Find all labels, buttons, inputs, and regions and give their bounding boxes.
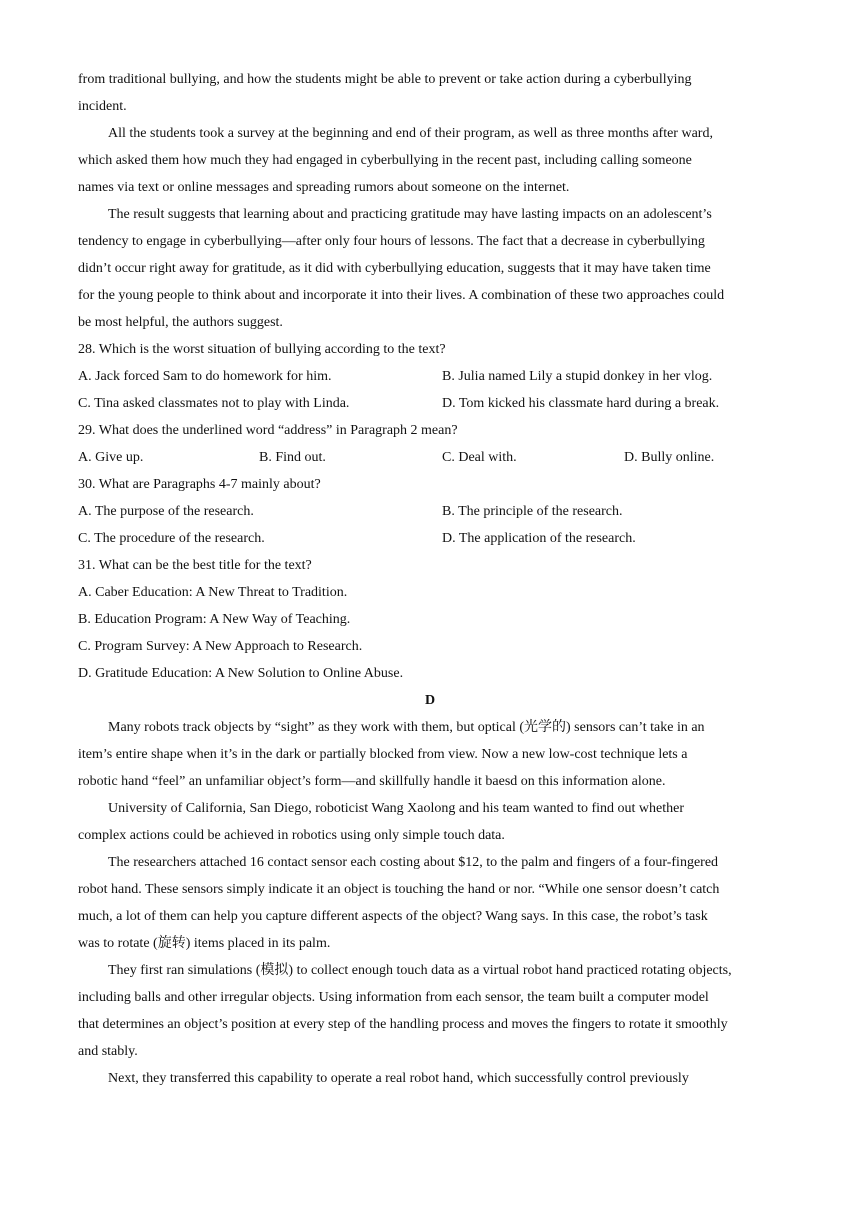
paragraph-line: All the students took a survey at the beginning and end of their program, as well as three months after ward, — [108, 126, 713, 141]
paragraph-line: from traditional bullying, and how the students might be able to prevent or take action during a cyberbullying — [78, 72, 692, 87]
paragraph-line: for the young people to think about and incorporate it into their lives. A combination of these two approaches could — [78, 288, 725, 303]
question-31-option-d: D. Gratitude Education: A New Solution to Online Abuse. — [78, 666, 404, 681]
paragraph-line: much, a lot of them can help you capture different aspects of the object? Wang says. In this case, the robot’s task — [78, 909, 708, 924]
paragraph-line: didn’t occur right away for gratitude, as it did with cyberbullying education, suggests that it may have taken time — [78, 261, 711, 276]
paragraph-line: Next, they transferred this capability to operate a real robot hand, which successfully control previously — [108, 1071, 689, 1086]
question-31-option-a: A. Caber Education: A New Threat to Tradition. — [78, 585, 348, 600]
question-31-stem: 31. What can be the best title for the text? — [78, 558, 312, 573]
paragraph-line: They first ran simulations (模拟) to collect enough touch data as a virtual robot hand practiced rotating objects, — [108, 963, 732, 978]
question-29-option-c: C. Deal with. — [442, 450, 517, 465]
paragraph-line: complex actions could be achieved in robotics using only simple touch data. — [78, 828, 505, 843]
paragraph-line: Many robots track objects by “sight” as they work with them, but optical (光学的) sensors can’t take in an — [108, 720, 705, 735]
paragraph-line: be most helpful, the authors suggest. — [78, 315, 283, 330]
question-30-option-b: B. The principle of the research. — [442, 504, 623, 519]
paragraph-line: which asked them how much they had engaged in cyberbullying in the recent past, including calling someone — [78, 153, 692, 168]
paragraph-line: names via text or online messages and spreading rumors about someone on the internet. — [78, 180, 570, 195]
question-30-option-a: A. The purpose of the research. — [78, 504, 254, 519]
question-28-option-a: A. Jack forced Sam to do homework for him. — [78, 369, 332, 384]
question-28-option-d: D. Tom kicked his classmate hard during a break. — [442, 396, 720, 411]
question-28-option-b: B. Julia named Lily a stupid donkey in her vlog. — [442, 369, 713, 384]
question-29-option-b: B. Find out. — [259, 450, 326, 465]
paragraph-line: was to rotate (旋转) items placed in its palm. — [78, 936, 331, 951]
question-29-stem: 29. What does the underlined word “address” in Paragraph 2 mean? — [78, 423, 458, 438]
question-29-option-d: D. Bully online. — [624, 450, 715, 465]
question-28-option-c: C. Tina asked classmates not to play with Linda. — [78, 396, 350, 411]
paragraph-line: The researchers attached 16 contact sensor each costing about $12, to the palm and fingers of a four-fingered — [108, 855, 719, 870]
paragraph-line: and stably. — [78, 1044, 138, 1059]
paragraph-line: including balls and other irregular objects. Using information from each sensor, the team built a computer model — [78, 990, 709, 1005]
section-heading: D — [424, 693, 436, 708]
paragraph-line: robotic hand “feel” an unfamiliar object’s form—and skillfully handle it baesd on this information alone. — [78, 774, 666, 789]
paragraph-line: incident. — [78, 99, 127, 114]
question-29-option-a: A. Give up. — [78, 450, 144, 465]
paragraph-line: University of California, San Diego, roboticist Wang Xaolong and his team wanted to find out whether — [108, 801, 684, 816]
paragraph-line: that determines an object’s position at every step of the handling process and moves the fingers to rotate it smoothly — [78, 1017, 728, 1032]
paragraph-line: item’s entire shape when it’s in the dark or partially blocked from view. Now a new low-cost technique lets a — [78, 747, 688, 762]
question-30-option-d: D. The application of the research. — [442, 531, 636, 546]
question-31-option-b: B. Education Program: A New Way of Teaching. — [78, 612, 351, 627]
question-28-stem: 28. Which is the worst situation of bullying according to the text? — [78, 342, 446, 357]
paragraph-line: robot hand. These sensors simply indicate it an object is touching the hand or nor. “While one sensor doesn’t catch — [78, 882, 720, 897]
paragraph-line: The result suggests that learning about and practicing gratitude may have lasting impacts on an adolescent’s — [108, 207, 712, 222]
question-30-option-c: C. The procedure of the research. — [78, 531, 265, 546]
question-30-stem: 30. What are Paragraphs 4-7 mainly about? — [78, 477, 321, 492]
question-31-option-c: C. Program Survey: A New Approach to Research. — [78, 639, 363, 654]
paragraph-line: tendency to engage in cyberbullying—after only four hours of lessons. The fact that a decrease in cyberbullying — [78, 234, 705, 249]
